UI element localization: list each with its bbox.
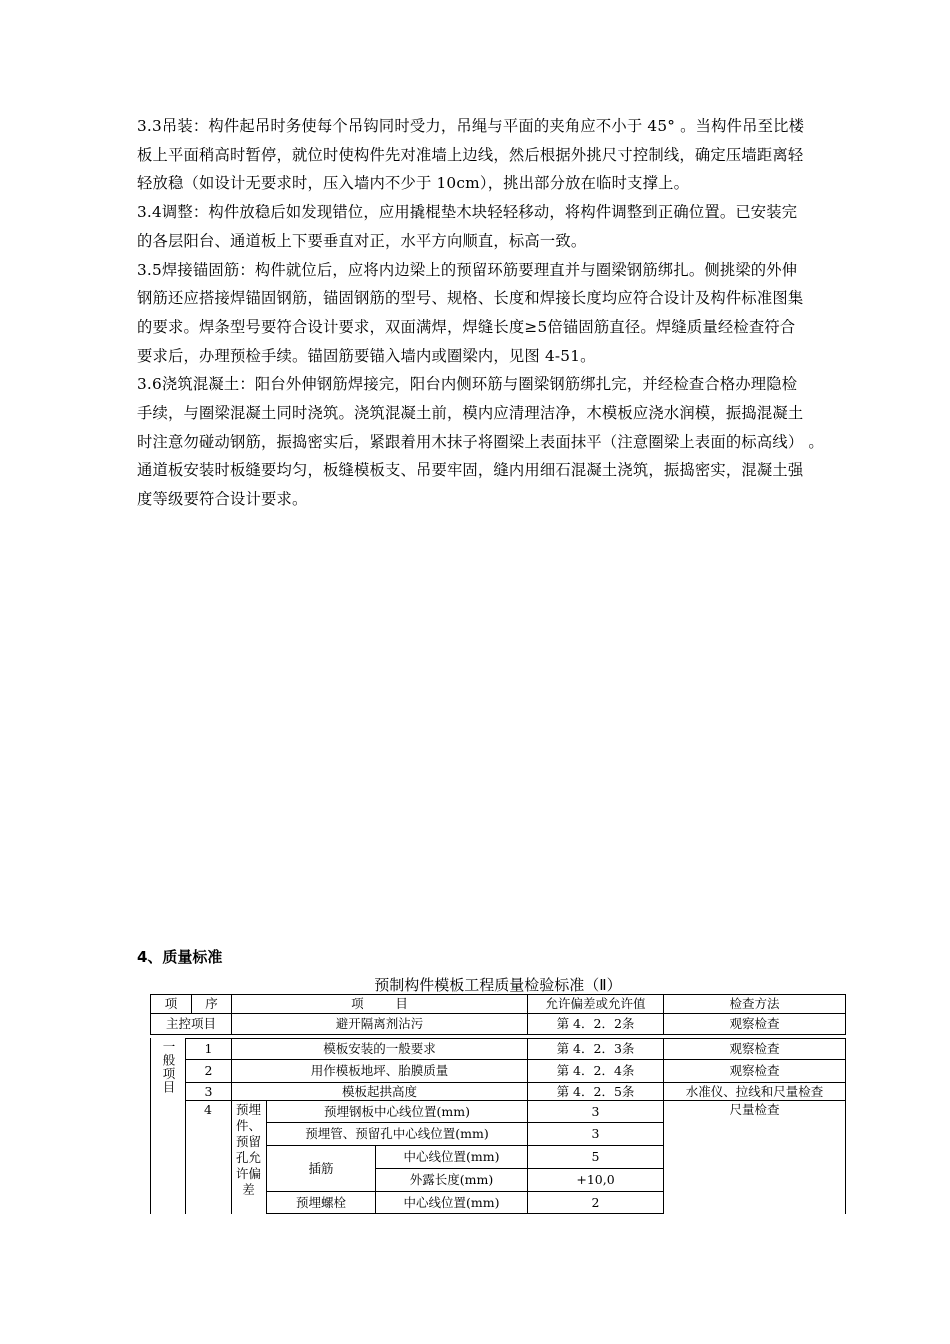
- bolt-label: 预埋螺栓: [266, 1191, 376, 1214]
- paragraph-line: 的各层阳台、通道板上下要垂直对正，水平方向顺直，标高一致。: [137, 231, 587, 250]
- main-control-item: 避开隔离剂沾污: [231, 1013, 528, 1035]
- section-heading: 4、质量标准: [137, 948, 223, 966]
- paragraph-line: 钢筋还应搭接焊锚固钢筋，锚固钢筋的型号、规格、长度和焊接长度均应符合设计及构件标准图集: [137, 289, 804, 308]
- paragraph-line: 轻放稳（如设计无要求时，压入墙内不少于 10cm），挑出部分放在临时支撑上。: [137, 174, 690, 193]
- row-item: 模板起拱高度: [231, 1082, 528, 1101]
- row-no: 4: [185, 1100, 232, 1214]
- rebar-center-value: 5: [527, 1145, 664, 1169]
- bolt-center-value: 2: [527, 1191, 664, 1214]
- row-tolerance: 第 4．2．4条: [527, 1059, 664, 1083]
- embedded-parts-group-label: 预埋件、预留孔允许偏差: [231, 1100, 267, 1214]
- paragraph-line: 3.6浇筑混凝土：阳台外伸钢筋焊接完，阳台内侧环筋与圈梁钢筋绑扎完，并经检查合格办理隐检: [137, 375, 798, 394]
- paragraph-line: 度等级要符合设计要求。: [137, 490, 308, 509]
- paragraph-line: 要求后，办理预检手续。锚固筋要锚入墙内或圈梁内，见图 4-51。: [137, 346, 596, 365]
- row-method: 观察检查: [663, 1038, 846, 1060]
- body-text: [137, 112, 867, 514]
- row-method: 观察检查: [663, 1059, 846, 1083]
- header-item: 项 目: [231, 994, 528, 1014]
- embedded-plate-item: 预埋钢板中心线位置(mm): [266, 1100, 528, 1123]
- paragraph-line: 3.5焊接锚固筋：构件就位后，应将内边梁上的预留环筋要理直并与圈梁钢筋绑扎。侧挑梁的外伸: [137, 260, 798, 279]
- main-control-tolerance: 第 4．2．2条: [527, 1013, 664, 1035]
- row-method: 水准仪、拉线和尺量检查: [663, 1082, 846, 1101]
- row-no: 1: [185, 1038, 232, 1060]
- row4-method: 尺量检查: [663, 1100, 846, 1214]
- main-control-method: 观察检查: [663, 1013, 846, 1035]
- embedded-pipe-value: 3: [527, 1122, 664, 1146]
- paragraph-line: 通道板安装时板缝要均匀，板缝模板支、吊要牢固，缝内用细石混凝土浇筑，振捣密实，混凝土强: [137, 461, 804, 480]
- rebar-exposed-item: 外露长度(mm): [375, 1168, 528, 1192]
- paragraph-line: 3.4调整：构件放稳后如发现错位，应用撬棍垫木块轻轻移动，将构件调整到正确位置。已安装完: [137, 203, 798, 222]
- rebar-center-item: 中心线位置(mm): [375, 1145, 528, 1169]
- row-no: 2: [185, 1059, 232, 1083]
- paragraph-line: 时注意勿碰动钢筋，振捣密实后，紧跟着用木抹子将圈梁上表面抹平（注意圈梁上表面的标高线） 。: [137, 432, 824, 451]
- row-tolerance: 第 4．2．5条: [527, 1082, 664, 1101]
- row-item: 用作模板地坪、胎膜质量: [231, 1059, 528, 1083]
- header-method: 检查方法: [663, 994, 846, 1014]
- embedded-plate-value: 3: [527, 1100, 664, 1123]
- header-tolerance: 允许偏差或允许值: [527, 994, 664, 1014]
- table-title: 预制构件模板工程质量检验标准（Ⅱ）: [374, 976, 622, 994]
- rebar-label: 插筋: [266, 1145, 376, 1192]
- embedded-pipe-item: 预埋管、预留孔中心线位置(mm): [266, 1122, 528, 1146]
- row-tolerance: 第 4．2．3条: [527, 1038, 664, 1060]
- paragraph-line: 的要求。焊条型号要符合设计要求，双面满焊，焊缝长度≥5倍锚固筋直径。焊缝质量经检查符合: [137, 317, 796, 336]
- paragraph-line: 手续，与圈梁混凝土同时浇筑。浇筑混凝土前，模内应清理洁净，木模板应浇水润模，振捣混凝土: [137, 404, 804, 423]
- row-item: 模板安装的一般要求: [231, 1038, 528, 1060]
- main-control-label: 主控项目: [150, 1013, 232, 1035]
- row-no: 3: [185, 1082, 232, 1101]
- bolt-center-item: 中心线位置(mm): [375, 1191, 528, 1214]
- header-xiang: 项: [150, 994, 192, 1014]
- paragraph-line: 板上平面稍高时暂停，就位时使构件先对准墙上边线，然后根据外挑尺寸控制线，确定压墙距离轻: [137, 145, 804, 164]
- header-xu: 序: [191, 994, 232, 1014]
- paragraph-line: 3.3吊装：构件起吊时务使每个吊钩同时受力，吊绳与平面的夹角应不小于 45° 。当构件吊至比楼: [137, 117, 805, 135]
- general-items-label: [150, 1038, 186, 1214]
- rebar-exposed-value: +10,0: [527, 1168, 664, 1192]
- general-items-label-text: 一般项目: [161, 1040, 176, 1094]
